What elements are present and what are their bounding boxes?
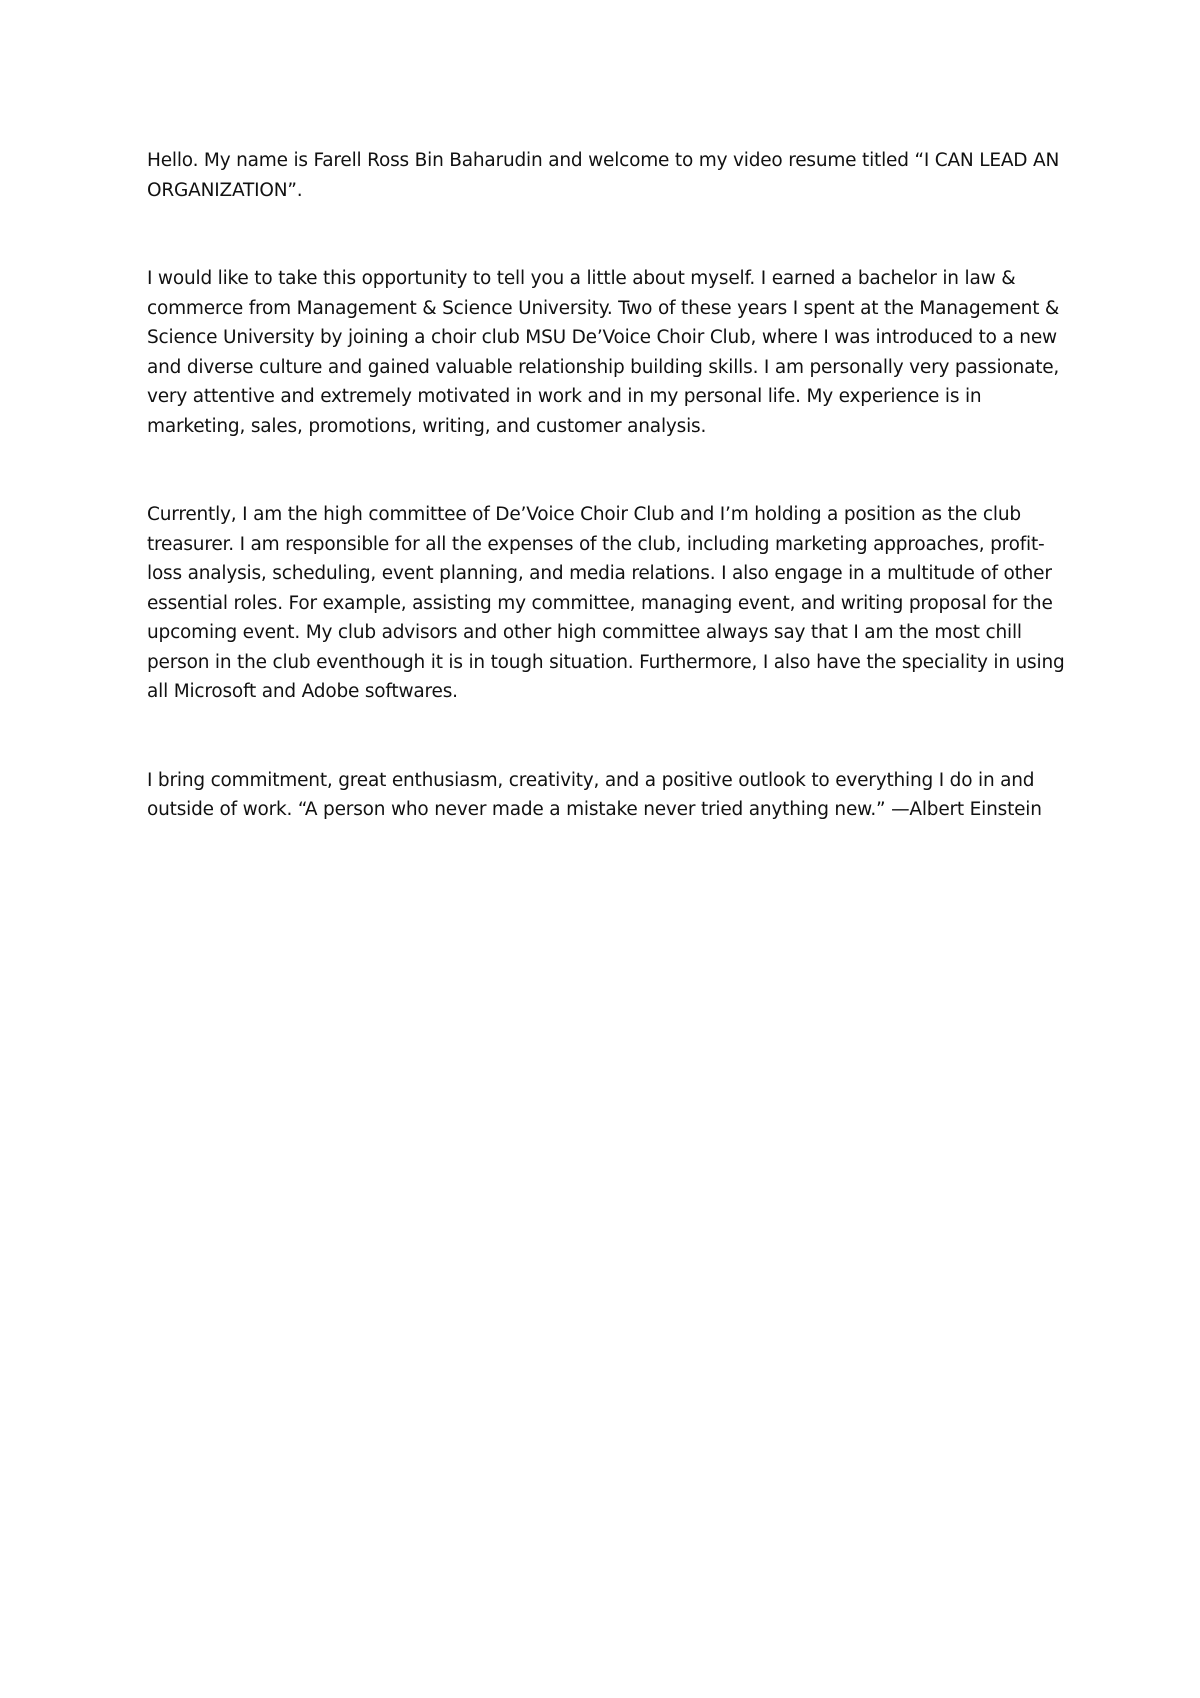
paragraph-line: ORGANIZATION”. — [147, 179, 303, 201]
document-body — [147, 146, 1065, 825]
paragraph-line: essential roles. For example, assisting my committee, managing event, and writing proposal for the — [147, 592, 1053, 614]
paragraph-line: and diverse culture and gained valuable relationship building skills. I am personally very passionate, — [147, 356, 1060, 378]
paragraph-line: I bring commitment, great enthusiasm, creativity, and a positive outlook to everything I do in and — [147, 769, 1035, 791]
current-role-paragraph — [147, 500, 1065, 707]
paragraph-line: person in the club eventhough it is in tough situation. Furthermore, I also have the speciality in using — [147, 651, 1065, 673]
paragraph-line: Hello. My name is Farell Ross Bin Baharudin and welcome to my video resume titled “I CAN LEAD AN — [147, 150, 1060, 171]
paragraph-line: Science University by joining a choir club MSU De’Voice Choir Club, where I was introduced to a new — [147, 327, 1057, 348]
paragraph-line: Currently, I am the high committee of De’Voice Choir Club and I’m holding a position as the club — [147, 504, 1021, 525]
about-paragraph — [147, 264, 1059, 441]
paragraph-line: upcoming event. My club advisors and other high committee always say that I am the most chill — [147, 622, 1022, 643]
paragraph-line: all Microsoft and Adobe softwares. — [147, 681, 458, 702]
paragraph-line: very attentive and extremely motivated in work and in my personal life. My experience is in — [147, 386, 982, 407]
paragraph-line: commerce from Management & Science University. Two of these years I spent at the Management & — [147, 297, 1060, 319]
intro-paragraph — [147, 146, 1059, 205]
closing-paragraph — [147, 766, 1059, 825]
paragraph-line: loss analysis, scheduling, event planning, and media relations. I also engage in a multitude of other — [147, 563, 1052, 584]
paragraph-line: I would like to take this opportunity to tell you a little about myself. I earned a bachelor in law & — [147, 268, 1016, 289]
paragraph-line: treasurer. I am responsible for all the expenses of the club, including marketing approaches, profit- — [147, 533, 1045, 555]
paragraph-line: outside of work. “A person who never made a mistake never tried anything new.” —Albert Einstein — [147, 799, 1042, 820]
paragraph-line: marketing, sales, promotions, writing, and customer analysis. — [147, 415, 707, 437]
